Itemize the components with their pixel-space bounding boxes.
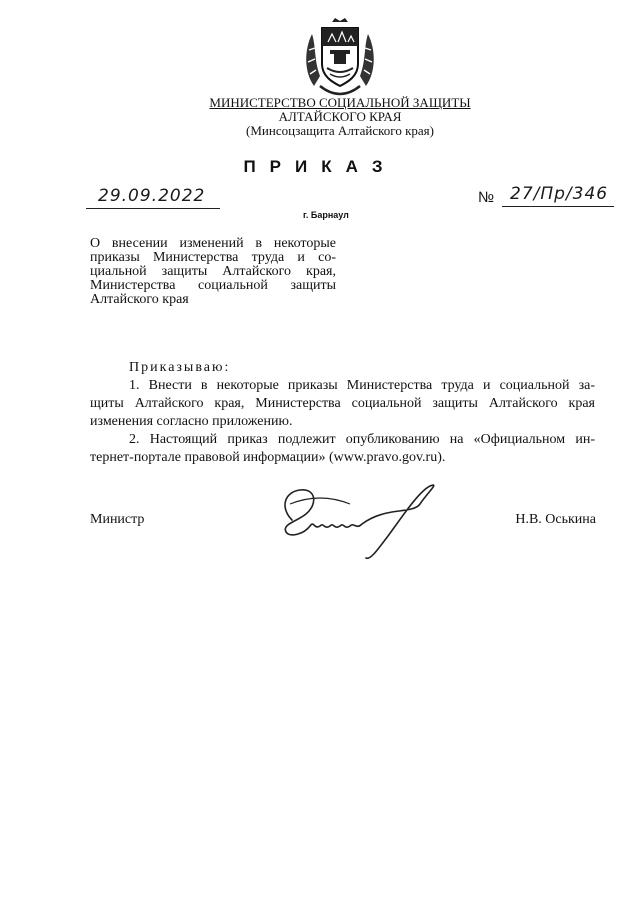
coat-of-arms-icon bbox=[300, 16, 380, 104]
subject-line: О внесении изменений в некоторые bbox=[90, 236, 336, 251]
document-type-title: ПРИКАЗ bbox=[243, 157, 397, 176]
document-number-field bbox=[502, 182, 614, 207]
org-name-line1: МИНИСТЕРСТВО СОЦИАЛЬНОЙ ЗАЩИТЫ bbox=[209, 95, 471, 110]
document-subject bbox=[90, 237, 336, 307]
item1-line: щиты Алтайского края, Министерства социальной защиты Алтайского края bbox=[90, 396, 595, 411]
document-date: 29.09.2022 bbox=[98, 186, 206, 206]
subject-line: приказы Министерства труда и со- bbox=[90, 250, 336, 265]
item1-line: 1. Внести в некоторые приказы Министерства труда и социальной за- bbox=[129, 378, 595, 393]
org-name-line2: АЛТАЙСКОГО КРАЯ bbox=[278, 109, 402, 124]
subject-line: циальной защиты Алтайского края, bbox=[90, 264, 336, 279]
document-number: 27/Пр/346 bbox=[510, 184, 609, 204]
subject-line: Алтайского края bbox=[90, 292, 189, 307]
org-short-name: (Минсоцзащита Алтайского края) bbox=[246, 123, 434, 138]
item1-line: изменения согласно приложению. bbox=[90, 414, 293, 429]
item2-line: 2. Настоящий приказ подлежит опубликованию на «Официальном ин- bbox=[129, 432, 595, 447]
document-city: г. Барнаул bbox=[303, 210, 349, 220]
document-date-field bbox=[86, 186, 220, 209]
order-word: Приказываю: bbox=[129, 360, 231, 375]
subject-line: Министерства социальной защиты bbox=[90, 278, 336, 293]
signer-position: Министр bbox=[90, 512, 145, 527]
organization-header bbox=[170, 96, 510, 138]
item2-line: тернет-портале правовой информации» (www.pravo.gov.ru). bbox=[90, 450, 446, 465]
document-body bbox=[90, 359, 595, 467]
handwritten-signature-icon bbox=[270, 474, 450, 566]
document-number-label: № bbox=[478, 189, 495, 206]
signer-name: Н.В. Оськина bbox=[515, 512, 596, 527]
